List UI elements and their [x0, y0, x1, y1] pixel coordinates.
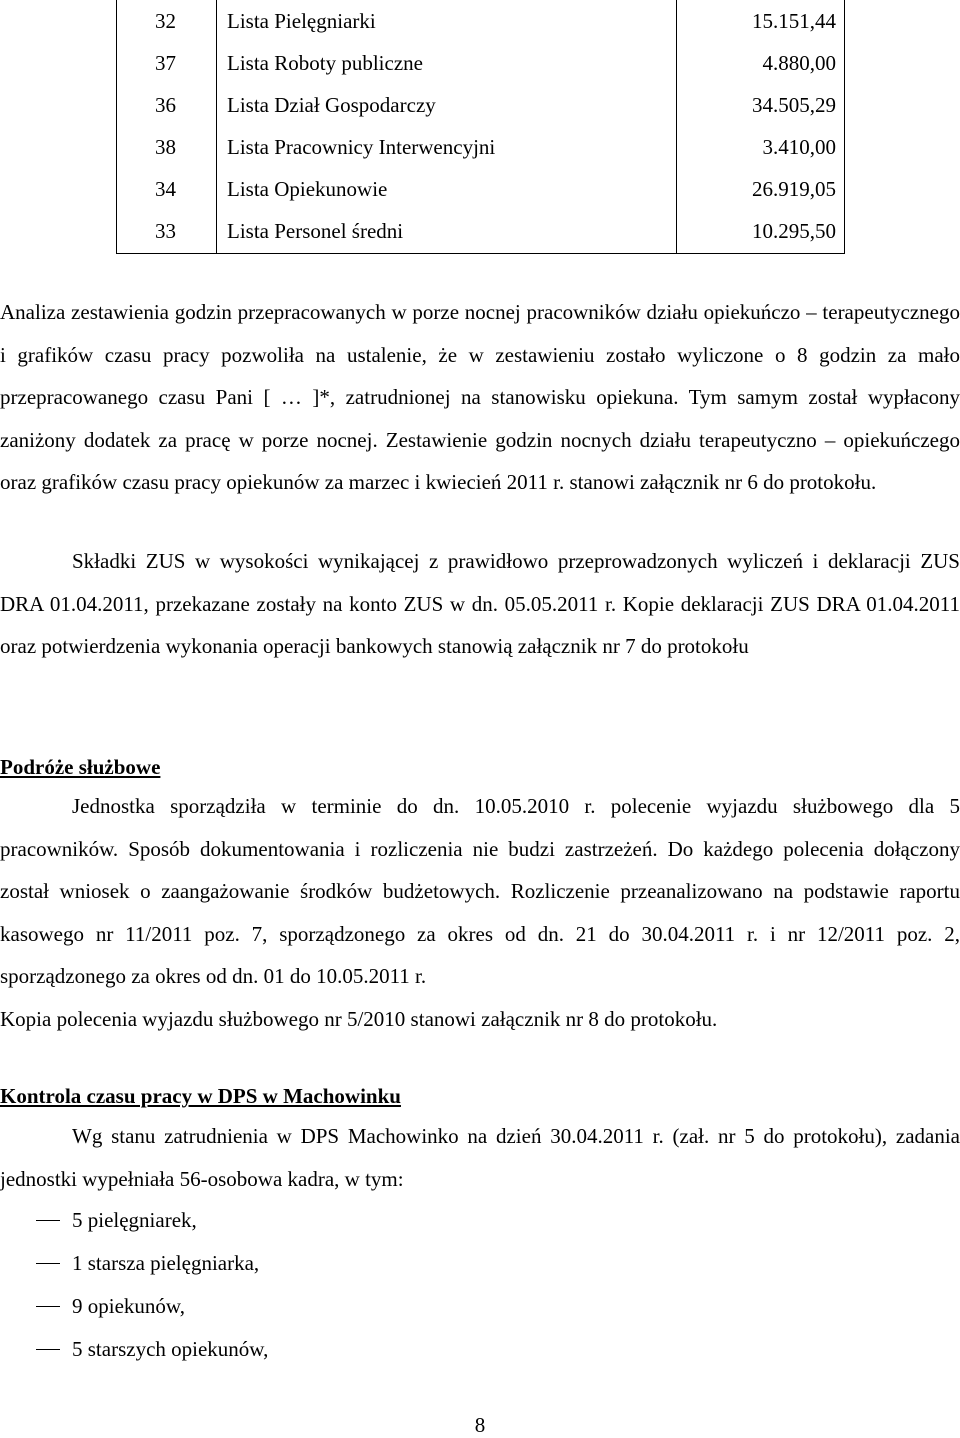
table-row [117, 210, 845, 253]
paragraph-business-trips: Jednostka sporządziła w terminie do dn. 10.05.2010 r. polecenie wyjazdu służbowego dla 5 pracowników. Sposób dokumentowania i rozliczenia nie budzi zastrzeżeń. Do każdego polecenia dołączony został wniosek o zaangażowanie środków budżetowych. Rozliczenie przeanalizowano na podstawie raportu kasowego nr 11/2011 poz. 7, sporządzonego za okres od dn. 21 do 30.04.2011 r. i nr 12/2011 poz. 2, sporządzonego za okres od dn. 01 do 10.05.2011 r. [0, 794, 960, 988]
list-name: Lista Dział Gospodarczy [217, 84, 677, 126]
list-item-text: 9 opiekunów, [72, 1294, 185, 1318]
list-item [0, 1285, 960, 1328]
dash-bullet-icon [36, 1306, 60, 1307]
dash-bullet-icon [36, 1220, 60, 1221]
list-name: Lista Pracownicy Interwencyjni [217, 126, 677, 168]
list-item [0, 1242, 960, 1285]
list-item-text: 5 pielęgniarek, [72, 1208, 197, 1232]
list-item-text: 1 starsza pielęgniarka, [72, 1251, 260, 1275]
payroll-list-table [116, 0, 845, 254]
table-row [117, 126, 845, 168]
list-name: Lista Personel średni [217, 210, 677, 253]
list-name: Lista Opiekunowie [217, 168, 677, 210]
dash-bullet-icon [36, 1263, 60, 1264]
table-row [117, 0, 845, 42]
list-amount: 10.295,50 [677, 210, 845, 253]
list-item [0, 1199, 960, 1242]
list-amount: 34.505,29 [677, 84, 845, 126]
list-number: 38 [117, 126, 217, 168]
paragraph-night-hours-analysis: Analiza zestawienia godzin przepracowanych w porze nocnej pracowników działu opiekuńczo – terapeutycznego i grafików czasu pracy pozwoliła na ustalenie, że w zestawieniu zostało wyliczone o 8 godzin za mało przepracowanego czasu Pani [ … ]*, zatrudnionej na stanowisku opiekuna. Tym samym został wypłacony zaniżony dodatek za pracę w porze nocnej. Zestawienie godzin nocnych działu terapeutyczno – opiekuńczego oraz grafików czasu pracy opiekunów za marzec i kwiecień 2011 r. stanowi załącznik nr 6 do protokołu. [0, 300, 960, 494]
paragraph-staffing: Wg stanu zatrudnienia w DPS Machowinko na dzień 30.04.2011 r. (zał. nr 5 do protokołu), zadania jednostki wypełniała 56-osobowa kadra, w tym: [0, 1124, 960, 1191]
list-amount: 3.410,00 [677, 126, 845, 168]
table-row [117, 84, 845, 126]
list-number: 37 [117, 42, 217, 84]
list-amount: 4.880,00 [677, 42, 845, 84]
list-item-text: 5 starszych opiekunów, [72, 1337, 269, 1361]
list-name: Lista Roboty publiczne [217, 42, 677, 84]
list-name: Lista Pielęgniarki [217, 0, 677, 42]
list-item [0, 1328, 960, 1371]
list-amount: 15.151,44 [677, 0, 845, 42]
list-number: 34 [117, 168, 217, 210]
list-number: 32 [117, 0, 217, 42]
list-amount: 26.919,05 [677, 168, 845, 210]
list-number: 33 [117, 210, 217, 253]
heading-business-trips: Podróże służbowe [0, 755, 161, 779]
paragraph-zus-contributions: Składki ZUS w wysokości wynikającej z prawidłowo przeprowadzonych wyliczeń i deklaracji ZUS DRA 01.04.2011, przekazane zostały na konto ZUS w dn. 05.05.2011 r. Kopie deklaracji ZUS DRA 01.04.2011 oraz potwierdzenia wykonania operacji bankowych stanowią załącznik nr 7 do protokołu [0, 549, 960, 658]
staff-list [0, 1199, 960, 1371]
paragraph-trip-order-copy: Kopia polecenia wyjazdu służbowego nr 5/2010 stanowi załącznik nr 8 do protokołu. [0, 1007, 718, 1031]
heading-work-time-control: Kontrola czasu pracy w DPS w Machowinku [0, 1084, 401, 1108]
table-row [117, 168, 845, 210]
list-number: 36 [117, 84, 217, 126]
dash-bullet-icon [36, 1349, 60, 1350]
page-number: 8 [474, 1413, 486, 1437]
table-row [117, 42, 845, 84]
